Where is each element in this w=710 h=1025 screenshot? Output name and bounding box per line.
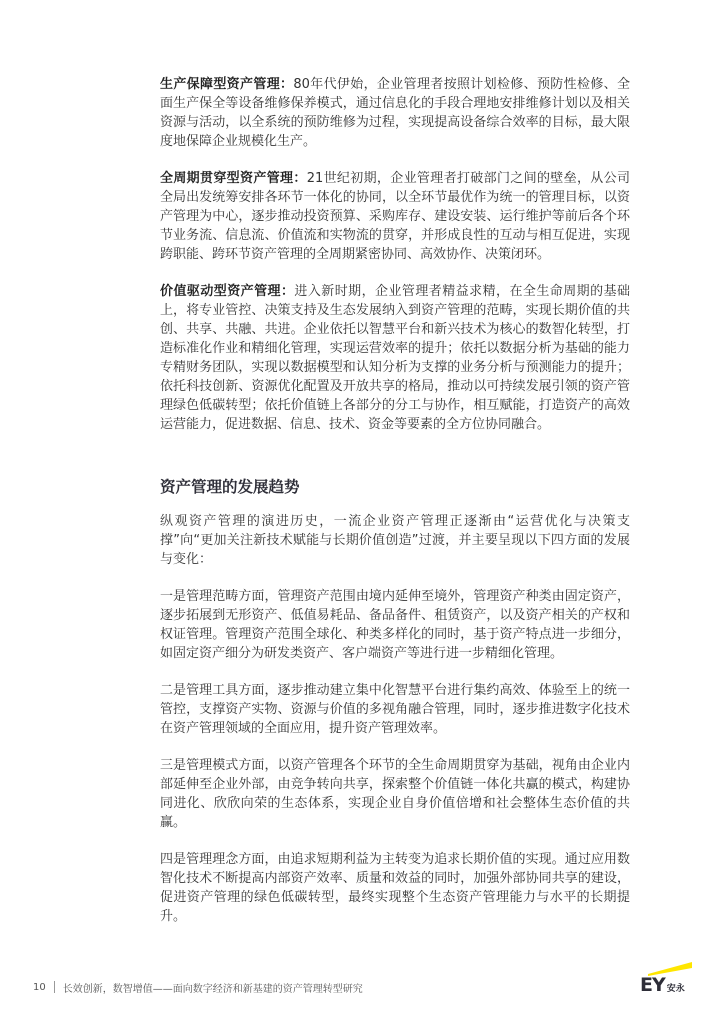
- paragraph-lead: 生产保障型资产管理：: [160, 77, 294, 92]
- paragraph-text: 进入新时期，企业管理者精益求精，在全生命周期的基础上，将专业管控、决策支持及生态发展纳入到资产管理的范畴，实现长期价值的共创、共享、共融、共进。企业依托以智慧平台和新兴技术为核心的数智化转型，打造标准化作业和精细化管理，实现运营效率的提升；依托以数据分析为基础的能力专精财务团队，实现以数据模型和认知分析为支撑的业务分析与预测能力的提升；依托科技创新、资源优化配置及开放共享的格局，推动以可持续发展引领的资产管理绿色低碳转型；依托价值链上各部分的分工与协作，相互赋能，打造资产的高效运营能力，促进数据、信息、技术、资金等要素的全方位协同融合。: [160, 284, 630, 432]
- paragraph-full-lifecycle: [160, 169, 630, 264]
- trend-item-model: 三是管理模式方面，以资产管理各个环节的全生命周期贯穿为基础，视角由企业内部延伸至企业外部，由竞争转向共享，探索整个价值链一体化共赢的模式，构建协同进化、欣欣向荣的生态体系，实现企业自身价值倍增和社会整体生态价值的共赢。: [160, 758, 630, 830]
- paragraph-text: 21世纪初期，企业管理者打破部门之间的壁垒，从公司全局出发统筹安排各环节一体化的协同，以全环节最优作为统一的管理目标，以资产管理为中心，逐步推动投资预算、采购库存、建设安装、运行维护等前后各个环节业务流、信息流、价值流和实物流的贯穿，并形成良性的互动与相互促进，实现跨职能、跨环节资产管理的全周期紧密协同、高效协作、决策闭环。: [160, 171, 630, 262]
- section-title: 资产管理的发展趋势: [160, 478, 300, 496]
- page-footer: [33, 977, 673, 997]
- main-content: [160, 75, 630, 944]
- ey-logo-text: [640, 974, 685, 996]
- footer-divider: [54, 981, 55, 993]
- page-number: 10: [33, 981, 46, 993]
- paragraph-value-driven: [160, 282, 630, 434]
- ey-logo-mark: EY: [640, 974, 665, 996]
- trend-item-philosophy: 四是管理理念方面，由追求短期利益为主转变为追求长期价值的实现。通过应用数智化技术不断提高内部资产效率、质量和效益的同时，加强外部协同共享的建设，促进资产管理的绿色低碳转型，最终实现整个生态资产管理能力与水平的长期提升。: [160, 852, 630, 924]
- footer-title: 长效创新，数智增值——面向数字经济和新基建的资产管理转型研究: [62, 983, 363, 995]
- trend-item-scope: 一是管理范畴方面，管理资产范围由境内延伸至境外，管理资产种类由固定资产，逐步拓展到无形资产、低值易耗品、备品备件、租赁资产，以及资产相关的产权和权证管理。管理资产范围全球化、种类多样化的同时，基于资产特点进一步细分，如固定资产细分为研发类资产、客户端资产等进行进一步精细化管理。: [160, 589, 630, 661]
- paragraph-text: 80年代伊始，企业管理者按照计划检修、预防性检修、全面生产保全等设备维修保养模式，通过信息化的手段合理地安排维修计划以及相关资源与活动，以全系统的预防维修为过程，实现提高设备综合效率的目标，最大限度地保障企业规模化生产。: [160, 77, 630, 149]
- paragraph-lead: 全周期贯穿型资产管理：: [160, 171, 307, 186]
- paragraph-production-assurance: [160, 75, 630, 151]
- trend-item-tools: 二是管理工具方面，逐步推动建立集中化智慧平台进行集约高效、体验至上的统一管控，支撑资产实物、资源与价值的多视角融合管理，同时，逐步推进数字化技术在资产管理领域的全面应用，提升资产管理效率。: [160, 683, 630, 736]
- paragraph-lead: 价值驱动型资产管理：: [160, 284, 295, 299]
- ey-logo: [640, 962, 696, 998]
- ey-logo-sub: 安永: [666, 984, 685, 994]
- section-intro: 纵观资产管理的演进历史，一流企业资产管理正逐渐由“运营优化与决策支撑”向“更加关注新技术赋能与长期价值创造”过渡，并主要呈现以下四方面的发展与变化：: [160, 514, 630, 567]
